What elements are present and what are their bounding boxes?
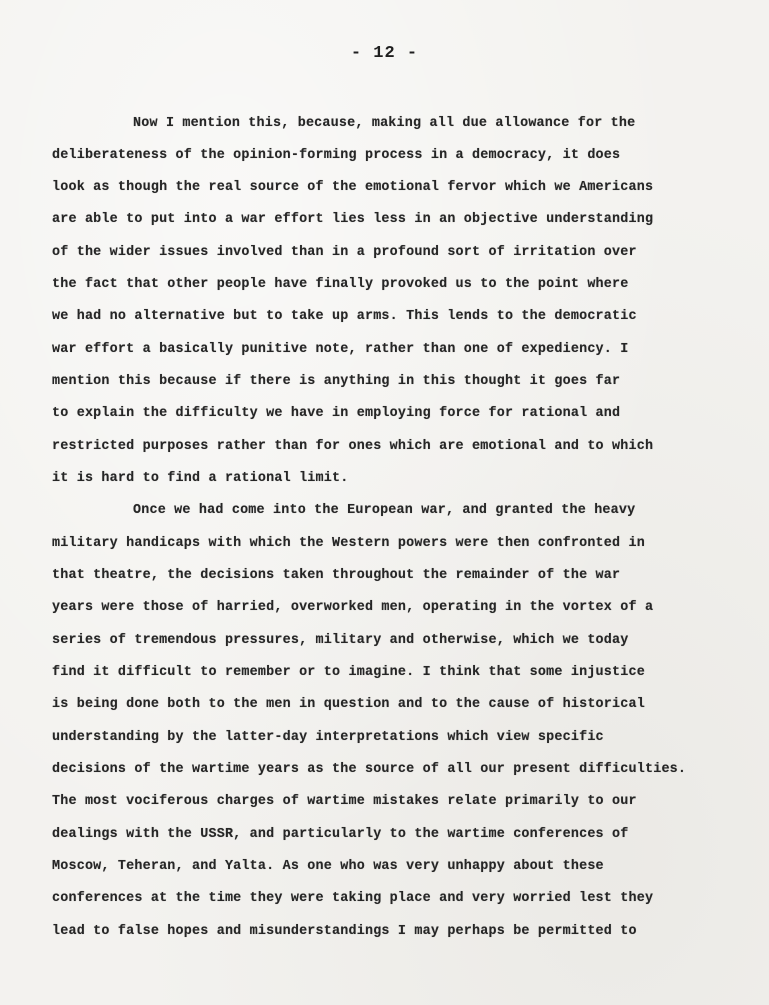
text-line: find it difficult to remember or to imagine. I think that some injustice	[52, 665, 645, 680]
text-line: Now I mention this, because, making all due allowance for the	[133, 116, 636, 131]
text-line: series of tremendous pressures, military and otherwise, which we today	[52, 633, 629, 648]
text-line: the fact that other people have finally provoked us to the point where	[52, 277, 629, 292]
text-line: Once we had come into the European war, and granted the heavy	[133, 503, 636, 518]
text-line: lead to false hopes and misunderstandings I may perhaps be permitted to	[52, 924, 637, 939]
text-line: understanding by the latter-day interpretations which view specific	[52, 730, 604, 745]
text-line: we had no alternative but to take up arms. This lends to the democratic	[52, 309, 637, 324]
text-line: dealings with the USSR, and particularly to the wartime conferences of	[52, 827, 629, 842]
text-line: The most vociferous charges of wartime mistakes relate primarily to our	[52, 794, 637, 809]
text-line: restricted purposes rather than for ones which are emotional and to which	[52, 439, 654, 454]
page-number: - 12 -	[350, 44, 419, 63]
text-line: years were those of harried, overworked men, operating in the vortex of a	[52, 600, 654, 615]
text-line: of the wider issues involved than in a profound sort of irritation over	[52, 245, 637, 260]
text-line: that theatre, the decisions taken throughout the remainder of the war	[52, 568, 621, 583]
text-line: decisions of the wartime years as the source of all our present difficulties.	[52, 762, 687, 777]
text-line: war effort a basically punitive note, rather than one of expediency. I	[52, 342, 629, 357]
text-line: are able to put into a war effort lies less in an objective understanding	[52, 212, 654, 227]
text-line: conferences at the time they were taking place and very worried lest they	[52, 891, 654, 906]
text-line: is being done both to the men in question and to the cause of historical	[52, 697, 645, 712]
text-line: mention this because if there is anything in this thought it goes far	[52, 374, 621, 389]
text-line: it is hard to find a rational limit.	[52, 471, 349, 486]
text-line: deliberateness of the opinion-forming process in a democracy, it does	[52, 148, 621, 163]
text-line: military handicaps with which the Western powers were then confronted in	[52, 536, 645, 551]
text-line: to explain the difficulty we have in employing force for rational and	[52, 406, 621, 421]
text-line: look as though the real source of the emotional fervor which we Americans	[52, 180, 654, 195]
text-line: Moscow, Teheran, and Yalta. As one who was very unhappy about these	[52, 859, 604, 874]
